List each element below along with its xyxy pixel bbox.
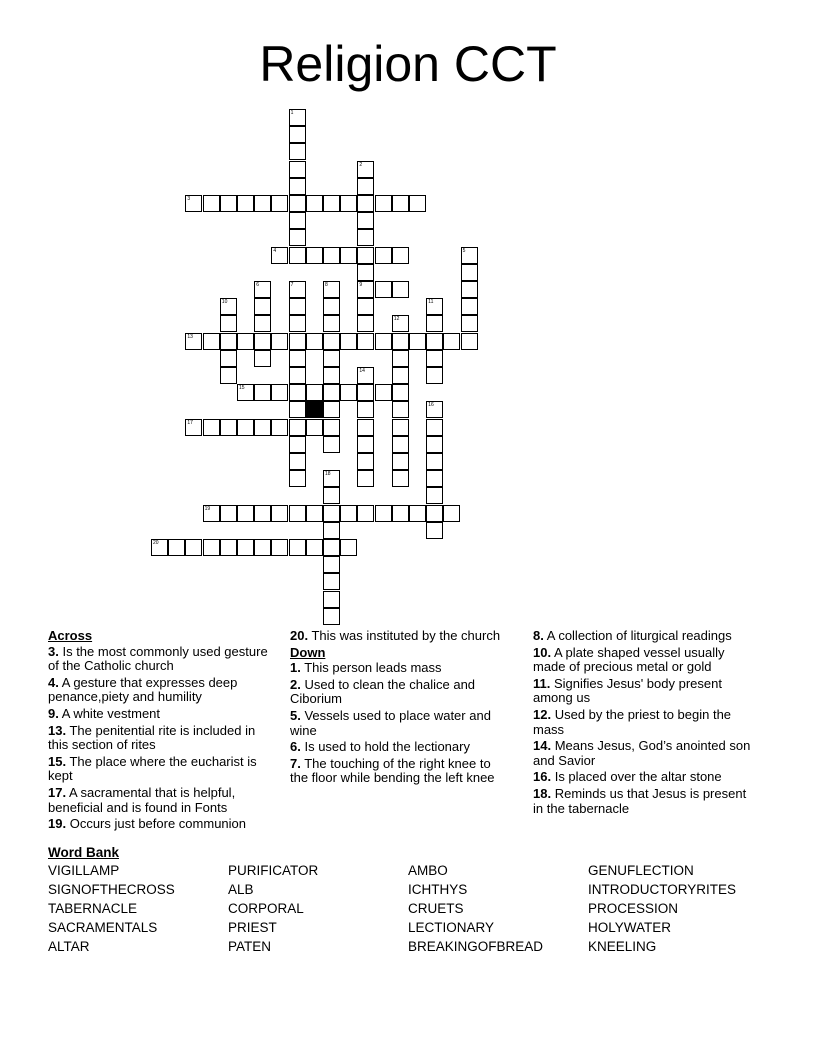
word-bank-word: SIGNOFTHECROSS — [48, 882, 175, 897]
clue-column-3 — [533, 629, 758, 818]
grid-cell[interactable] — [323, 315, 340, 332]
grid-cell[interactable] — [357, 436, 374, 453]
cell-number: 16 — [428, 402, 434, 409]
grid-cell[interactable] — [409, 195, 426, 212]
cell-number: 17 — [187, 419, 193, 426]
grid-cell[interactable] — [289, 505, 306, 522]
grid-cell[interactable] — [461, 333, 478, 350]
grid-cell[interactable] — [323, 573, 340, 590]
grid-cell[interactable] — [289, 161, 306, 178]
cell-number: 7 — [290, 282, 294, 288]
grid-cell[interactable] — [254, 333, 271, 350]
grid-cell[interactable] — [220, 505, 237, 522]
across-clue: 19. Occurs just before communion — [48, 816, 246, 832]
grid-cell[interactable] — [357, 247, 374, 264]
grid-cell[interactable] — [426, 487, 443, 504]
grid-cell[interactable] — [237, 419, 254, 436]
grid-cell[interactable] — [392, 384, 409, 401]
grid-cell[interactable] — [185, 195, 202, 212]
grid-cell[interactable] — [254, 419, 271, 436]
cell-number: 4 — [273, 247, 277, 254]
grid-cell[interactable] — [357, 229, 374, 246]
grid-cell[interactable] — [254, 539, 271, 556]
grid-cell[interactable] — [271, 333, 288, 350]
grid-cell[interactable] — [357, 264, 374, 281]
cell-number: 1 — [290, 110, 294, 116]
grid-cell[interactable] — [289, 453, 306, 470]
grid-cell[interactable] — [271, 195, 288, 212]
grid-cell[interactable] — [289, 126, 306, 143]
word-bank-word: CRUETS — [408, 901, 464, 916]
cell-number: 8 — [325, 282, 328, 288]
grid-cell[interactable] — [323, 333, 340, 350]
grid-cell[interactable] — [426, 470, 443, 487]
grid-cell[interactable] — [254, 281, 271, 298]
grid-cell[interactable] — [306, 195, 323, 212]
grid-cell[interactable] — [254, 384, 271, 401]
grid-cell[interactable] — [237, 505, 254, 522]
grid-cell[interactable] — [254, 298, 271, 315]
grid-cell[interactable] — [220, 350, 237, 367]
cell-number: 5 — [462, 247, 466, 254]
page-title: Religion CCT — [259, 36, 557, 92]
grid-cell[interactable] — [323, 522, 340, 539]
grid-cell[interactable] — [461, 247, 478, 264]
grid-cell[interactable] — [392, 505, 409, 522]
word-bank-word: CORPORAL — [228, 901, 304, 916]
grid-cell[interactable] — [426, 350, 443, 367]
grid-cell[interactable] — [392, 350, 409, 367]
grid-cell[interactable] — [237, 333, 254, 350]
grid-cell[interactable] — [289, 384, 306, 401]
black-square — [306, 401, 323, 418]
across-clue: 9. A white vestment — [48, 705, 161, 721]
grid-cell[interactable] — [289, 298, 306, 315]
grid-cell[interactable] — [289, 470, 306, 487]
grid-cell[interactable] — [443, 505, 460, 522]
grid-cell[interactable] — [254, 315, 271, 332]
word-bank-word: INTRODUCTORYRITES — [588, 882, 737, 897]
grid-cell[interactable] — [289, 333, 306, 350]
grid-cell[interactable] — [220, 539, 237, 556]
grid-cell[interactable] — [426, 367, 443, 384]
grid-cell[interactable] — [323, 470, 340, 487]
grid-cell[interactable] — [185, 419, 202, 436]
grid-cell[interactable] — [426, 419, 443, 436]
grid-cell[interactable] — [357, 384, 374, 401]
across-clue: 20. This was instituted by the church — [290, 628, 501, 643]
grid-cell[interactable] — [220, 195, 237, 212]
grid-cell[interactable] — [203, 539, 220, 556]
grid-cell[interactable] — [461, 281, 478, 298]
down-clue: 5. Vessels used to place water and wine — [290, 707, 491, 738]
down-clue: 18. Reminds us that Jesus is present in the tabernacle — [533, 785, 747, 816]
grid-cell[interactable] — [254, 195, 271, 212]
grid-cell[interactable] — [271, 539, 288, 556]
grid-cell[interactable] — [340, 247, 357, 264]
grid-cell[interactable] — [409, 333, 426, 350]
grid-cell[interactable] — [237, 384, 254, 401]
down-clue: 10. A plate shaped vessel usually made of precious metal or gold — [533, 644, 725, 675]
grid-cell[interactable] — [340, 333, 357, 350]
grid-cell[interactable] — [203, 419, 220, 436]
down-clue: 14. Means Jesus, God’s anointed son and Savior — [533, 738, 751, 768]
grid-cell[interactable] — [426, 315, 443, 332]
grid-cell[interactable] — [443, 333, 460, 350]
grid-cell[interactable] — [375, 384, 392, 401]
word-bank-word: SACRAMENTALS — [48, 920, 158, 935]
word-bank-word: PROCESSION — [588, 901, 679, 916]
grid-cell[interactable] — [289, 178, 306, 195]
grid-cell[interactable] — [289, 367, 306, 384]
grid-cell[interactable] — [289, 419, 306, 436]
grid-cell[interactable] — [357, 453, 374, 470]
across-clue: 4. A gesture that expresses deep penance,piety and humility — [48, 674, 238, 705]
grid-cell[interactable] — [289, 401, 306, 418]
grid-cell[interactable] — [357, 505, 374, 522]
grid-cell[interactable] — [392, 453, 409, 470]
grid-cell[interactable] — [220, 315, 237, 332]
down-clue: 2. Used to clean the chalice and Ciborium — [290, 676, 476, 707]
grid-cell[interactable] — [357, 212, 374, 229]
grid-cell[interactable] — [357, 333, 374, 350]
grid-cell[interactable] — [392, 281, 409, 298]
grid-cell[interactable] — [289, 143, 306, 160]
grid-cell[interactable] — [220, 419, 237, 436]
word-bank-word: ICHTHYS — [408, 882, 468, 897]
grid-cell[interactable] — [340, 539, 357, 556]
grid-cell[interactable] — [289, 195, 306, 212]
grid-cell[interactable] — [289, 109, 306, 126]
grid-cell[interactable] — [237, 539, 254, 556]
clue-column-1 — [48, 629, 278, 834]
word-bank-word: ALTAR — [48, 939, 90, 954]
cell-number: 12 — [393, 316, 400, 323]
grid-cell[interactable] — [306, 333, 323, 350]
cell-number: 3 — [187, 196, 191, 202]
grid-cell[interactable] — [323, 505, 340, 522]
grid-cell[interactable] — [375, 333, 392, 350]
across-clue: 3. Is the most commonly used gesture of the Catholic church — [48, 643, 268, 674]
grid-cell[interactable] — [323, 419, 340, 436]
grid-cell[interactable] — [289, 436, 306, 453]
cell-number: 15 — [239, 385, 245, 392]
grid-cell[interactable] — [323, 487, 340, 504]
word-bank-word: PURIFICATOR — [228, 863, 319, 878]
grid-cell[interactable] — [461, 264, 478, 281]
word-bank-word: PRIEST — [228, 920, 277, 935]
cell-number: 13 — [187, 333, 193, 340]
down-heading: Down — [290, 644, 326, 660]
grid-cell[interactable] — [220, 298, 237, 315]
grid-cell[interactable] — [375, 281, 392, 298]
grid-cell[interactable] — [271, 247, 288, 264]
word-bank-word: LECTIONARY — [408, 920, 495, 935]
grid-cell[interactable] — [392, 195, 409, 212]
word-bank-word: AMBO — [408, 863, 448, 878]
cell-number: 9 — [359, 282, 363, 288]
grid-cell[interactable] — [185, 333, 202, 350]
grid-cell[interactable] — [185, 539, 202, 556]
grid-cell[interactable] — [323, 367, 340, 384]
grid-cell[interactable] — [203, 195, 220, 212]
grid-cell[interactable] — [203, 505, 220, 522]
grid-cell[interactable] — [392, 333, 409, 350]
grid-cell[interactable] — [375, 505, 392, 522]
grid-cell[interactable] — [323, 195, 340, 212]
grid-cell[interactable] — [426, 401, 443, 418]
grid-cell[interactable] — [289, 247, 306, 264]
grid-cell[interactable] — [461, 315, 478, 332]
grid-cell[interactable] — [151, 539, 168, 556]
clue-column-2 — [290, 629, 505, 788]
grid-cell[interactable] — [323, 350, 340, 367]
grid-cell[interactable] — [237, 195, 254, 212]
grid-cell[interactable] — [323, 591, 340, 608]
word-bank-word: HOLYWATER — [588, 920, 672, 935]
grid-cell[interactable] — [323, 247, 340, 264]
cell-number: 11 — [428, 299, 434, 306]
grid-cell[interactable] — [392, 470, 409, 487]
grid-cell[interactable] — [323, 384, 340, 401]
grid-cell[interactable] — [392, 247, 409, 264]
grid-cell[interactable] — [271, 419, 288, 436]
grid-cell[interactable] — [203, 333, 220, 350]
down-clue: 7. The touching of the right knee to the floor while bending the left knee — [290, 755, 495, 786]
grid-cell[interactable] — [375, 195, 392, 212]
grid-cell[interactable] — [254, 350, 271, 367]
grid-cell[interactable] — [357, 315, 374, 332]
across-heading: Across — [48, 628, 93, 643]
grid-cell[interactable] — [357, 178, 374, 195]
grid-cell[interactable] — [289, 229, 306, 246]
grid-cell[interactable] — [306, 384, 323, 401]
grid-cell[interactable] — [271, 505, 288, 522]
grid-cell[interactable] — [220, 367, 237, 384]
grid-cell[interactable] — [392, 315, 409, 332]
grid-cell[interactable] — [357, 281, 374, 298]
cell-number: 14 — [359, 368, 365, 374]
grid-cell[interactable] — [357, 470, 374, 487]
grid-cell[interactable] — [168, 539, 185, 556]
word-bank-word: ALB — [228, 882, 254, 897]
cell-number: 6 — [256, 282, 259, 288]
grid-cell[interactable] — [357, 195, 374, 212]
grid-cell[interactable] — [220, 333, 237, 350]
grid-cell[interactable] — [323, 608, 340, 625]
word-bank-heading: Word Bank — [48, 845, 120, 860]
grid-cell[interactable] — [461, 298, 478, 315]
word-bank-word: PATEN — [228, 939, 272, 954]
grid-cell[interactable] — [271, 384, 288, 401]
grid-cell[interactable] — [357, 161, 374, 178]
down-clue: 8. A collection of liturgical readings — [533, 628, 732, 643]
grid-cell[interactable] — [392, 436, 409, 453]
down-clue: 12. Used by the priest to begin the mass — [533, 706, 732, 737]
word-bank-word: TABERNACLE — [48, 901, 138, 916]
down-clue: 11. Signifies Jesus' body present among us — [533, 675, 722, 706]
grid-cell[interactable] — [289, 350, 306, 367]
grid-cell[interactable] — [426, 453, 443, 470]
grid-cell[interactable] — [426, 505, 443, 522]
grid-cell[interactable] — [409, 505, 426, 522]
grid-cell[interactable] — [357, 367, 374, 384]
grid-cell[interactable] — [323, 436, 340, 453]
grid-cell[interactable] — [426, 333, 443, 350]
word-bank-word: KNEELING — [588, 939, 657, 954]
grid-cell[interactable] — [306, 505, 323, 522]
grid-cell[interactable] — [289, 315, 306, 332]
grid-cell[interactable] — [426, 436, 443, 453]
grid-cell[interactable] — [340, 505, 357, 522]
down-clue: 1. This person leads mass — [290, 660, 442, 676]
grid-cell[interactable] — [306, 419, 323, 436]
grid-cell[interactable] — [306, 539, 323, 556]
cell-number: 18 — [325, 471, 331, 478]
word-bank-word: GENUFLECTION — [588, 863, 694, 878]
grid-cell[interactable] — [426, 522, 443, 539]
cell-number: 19 — [204, 505, 211, 512]
grid-cell[interactable] — [426, 298, 443, 315]
grid-cell[interactable] — [392, 367, 409, 384]
across-clue: 15. The place where the eucharist is kept — [48, 753, 257, 784]
grid-cell[interactable] — [323, 556, 340, 573]
grid-cell[interactable] — [357, 401, 374, 418]
grid-cell[interactable] — [357, 298, 374, 315]
cell-number: 20 — [153, 540, 159, 546]
grid-cell[interactable] — [289, 212, 306, 229]
grid-cell[interactable] — [323, 298, 340, 315]
grid-cell[interactable] — [289, 539, 306, 556]
grid-cell[interactable] — [340, 195, 357, 212]
word-bank-word: VIGILLAMP — [48, 863, 120, 878]
grid-cell[interactable] — [254, 505, 271, 522]
across-clue: 13. The penitential rite is included in this section of rites — [48, 722, 256, 753]
word-bank — [48, 845, 737, 954]
grid-cell[interactable] — [289, 281, 306, 298]
down-clue: 16. Is placed over the altar stone — [533, 769, 722, 785]
cell-number: 10 — [221, 299, 228, 306]
cell-number: 2 — [359, 161, 363, 168]
grid-cell[interactable] — [323, 401, 340, 418]
grid-cell[interactable] — [392, 419, 409, 436]
grid-cell[interactable] — [340, 384, 357, 401]
grid-cell[interactable] — [375, 247, 392, 264]
grid-cell[interactable] — [323, 539, 340, 556]
grid-cell[interactable] — [306, 247, 323, 264]
down-clue: 6. Is used to hold the lectionary — [290, 739, 470, 755]
grid-cell[interactable] — [357, 419, 374, 436]
word-bank-word: BREAKINGOFBREAD — [408, 939, 544, 954]
across-clue: 17. A sacramental that is helpful, beneficial and is found in Fonts — [48, 784, 236, 815]
grid-cell[interactable] — [392, 401, 409, 418]
grid-cell[interactable] — [323, 281, 340, 298]
